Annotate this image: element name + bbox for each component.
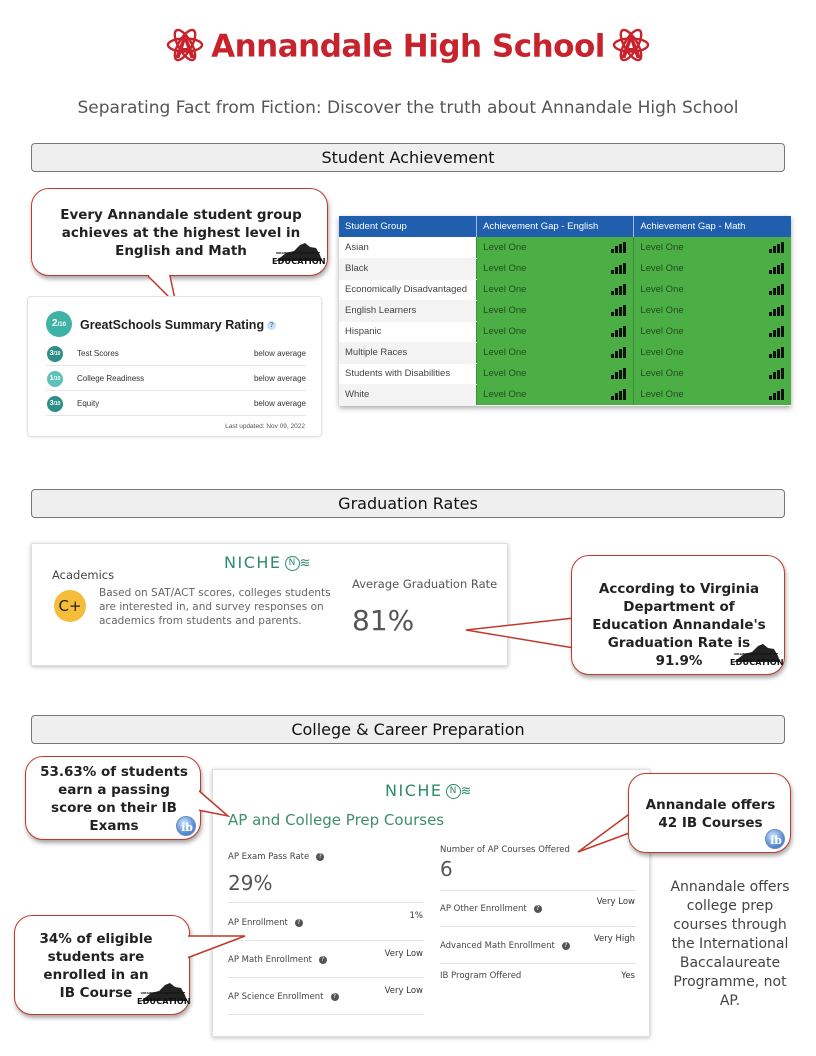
callout-graduation [571, 555, 785, 675]
math-level-cell: Level One [634, 237, 791, 258]
atom-a-logo-icon [611, 25, 651, 65]
adv-math-label: Advanced Math Enrollment ? [440, 941, 570, 951]
academics-description: Based on SAT/ACT scores, colleges students are interested in, and survey responses on academics from students and parents. [99, 587, 331, 627]
table-row [339, 279, 791, 300]
ap-pass-rate-value: 29% [228, 871, 273, 895]
help-icon[interactable]: ? [534, 905, 542, 913]
table-row [339, 342, 791, 363]
niche-academics-card [31, 543, 508, 666]
table-row [339, 258, 791, 279]
callout-ib-enrolled-text: 34% of eligible students are enrolled in an IB Course [39, 931, 153, 1001]
english-level-cell: Level One [477, 237, 634, 258]
callout-ib-pass-text: 53.63% of students earn a passing score on their IB Exams [40, 764, 188, 834]
callout-tail [185, 928, 251, 968]
student-group-cell: Students with Disabilities [339, 363, 477, 384]
student-group-cell: Economically Disadvantaged [339, 279, 477, 300]
callout-ib-pass [25, 756, 201, 840]
vdoe-badge: VIRGINIA DEPARTMENT OF EDUCATION [730, 642, 782, 672]
gs-row-college-readiness: 1/10 College Readiness below average [46, 369, 306, 391]
level-bars-icon [769, 242, 783, 253]
ap-math-value: Very Low [384, 949, 423, 959]
section-header-achievement: Student Achievement [31, 143, 785, 172]
ap-science-value: Very Low [384, 986, 423, 996]
ib-logo-icon: ib [765, 829, 785, 849]
overall-rating-badge: 2/10 [46, 311, 72, 337]
column-header: Achievement Gap - Math [634, 216, 791, 237]
table-row [339, 237, 791, 258]
math-level-cell: Level One [634, 384, 791, 405]
student-group-cell: English Learners [339, 300, 477, 321]
math-level-cell: Level One [634, 300, 791, 321]
english-level-cell: Level One [477, 279, 634, 300]
help-icon[interactable]: ? [562, 942, 570, 950]
level-bars-icon [769, 284, 783, 295]
ap-other-label: AP Other Enrollment ? [440, 904, 542, 914]
english-level-cell: Level One [477, 342, 634, 363]
rating-badge: 3/10 [47, 346, 63, 362]
niche-logo: NICHE N ≋ [224, 553, 312, 572]
ap-courses-value: 6 [440, 857, 453, 881]
level-bars-icon [769, 263, 783, 274]
level-bars-icon [769, 389, 783, 400]
level-bars-icon [611, 389, 625, 400]
help-icon[interactable]: ? [319, 956, 327, 964]
callout-ib-courses [628, 773, 791, 853]
callout-achievement [31, 188, 328, 276]
grade-badge: C+ [54, 590, 86, 622]
school-title [0, 28, 816, 68]
rating-badge: 3/10 [47, 396, 63, 412]
ap-pass-rate-label: AP Exam Pass Rate ? [228, 852, 324, 862]
ap-math-label: AP Math Enrollment ? [228, 955, 327, 965]
ap-other-value: Very Low [596, 897, 635, 907]
level-bars-icon [611, 284, 625, 295]
help-icon[interactable]: ? [331, 993, 339, 1001]
adv-math-value: Very High [593, 934, 635, 944]
side-note: Annandale offers college prep courses through the International Baccalaureate Programme, not AP. [670, 879, 790, 1009]
column-header: Student Group [339, 216, 477, 237]
ap-science-label: AP Science Enrollment ? [228, 992, 339, 1002]
rating-badge: 1/10 [47, 371, 63, 387]
table-row [339, 363, 791, 384]
english-level-cell: Level One [477, 384, 634, 405]
level-bars-icon [769, 368, 783, 379]
level-bars-icon [611, 326, 625, 337]
ap-heading: AP and College Prep Courses [228, 811, 445, 829]
niche-logo: NICHE N ≋ [385, 781, 473, 800]
english-level-cell: Level One [477, 300, 634, 321]
english-level-cell: Level One [477, 258, 634, 279]
student-group-cell: White [339, 384, 477, 405]
ib-program-label: IB Program Offered [440, 971, 522, 981]
ib-program-value: Yes [621, 971, 635, 981]
ib-logo-icon: ib [176, 816, 196, 836]
level-bars-icon [611, 263, 625, 274]
page-subtitle: Separating Fact from Fiction: Discover the truth about Annandale High School [77, 98, 739, 118]
student-group-cell: Hispanic [339, 321, 477, 342]
callout-tail [462, 610, 582, 660]
math-level-cell: Level One [634, 342, 791, 363]
callout-ib-enrolled [14, 915, 190, 1015]
gs-row-test-scores: 3/10 Test Scores below average [46, 344, 306, 366]
column-header: Achievement Gap - English [477, 216, 634, 237]
ap-enrollment-value: 1% [409, 911, 423, 921]
math-level-cell: Level One [634, 279, 791, 300]
level-bars-icon [769, 347, 783, 358]
avg-grad-rate-value: 81% [352, 604, 415, 637]
vdoe-badge: VIRGINIA DEPARTMENT OF EDUCATION [137, 981, 189, 1011]
help-icon[interactable]: ? [267, 321, 276, 330]
callout-ib-courses-text: Annandale offers 42 IB Courses [645, 797, 776, 831]
table-row [339, 384, 791, 405]
section-header-graduation: Graduation Rates [31, 489, 785, 518]
school-name: Annandale High School [211, 28, 605, 65]
student-group-cell: Black [339, 258, 477, 279]
achievement-gap-table [339, 216, 791, 406]
student-group-cell: Asian [339, 237, 477, 258]
help-icon[interactable]: ? [316, 853, 324, 861]
last-updated: Last updated: Nov 09, 2022 [225, 423, 305, 430]
vdoe-badge: VIRGINIA DEPARTMENT OF EDUCATION [272, 241, 324, 271]
level-bars-icon [769, 305, 783, 316]
avg-grad-rate-label: Average Graduation Rate [352, 577, 498, 591]
math-level-cell: Level One [634, 321, 791, 342]
ap-courses-label: Number of AP Courses Offered [440, 845, 570, 855]
ap-enrollment-label: AP Enrollment ? [228, 918, 303, 928]
greatschools-card [27, 296, 322, 437]
math-level-cell: Level One [634, 258, 791, 279]
callout-achievement-text: Every Annandale student group achieves at the highest level in English and Math [60, 207, 302, 259]
student-group-cell: Multiple Races [339, 342, 477, 363]
math-level-cell: Level One [634, 363, 791, 384]
gs-row-equity: 3/10 Equity below average [46, 394, 306, 416]
table-header-row [339, 216, 791, 237]
table-row [339, 321, 791, 342]
section-header-college: College & Career Preparation [31, 715, 785, 744]
level-bars-icon [611, 242, 625, 253]
table-row [339, 300, 791, 321]
greatschools-title: GreatSchools Summary Rating ? [80, 318, 276, 332]
callout-tail [196, 784, 236, 820]
atom-a-logo-icon [165, 25, 205, 65]
level-bars-icon [611, 347, 625, 358]
english-level-cell: Level One [477, 321, 634, 342]
help-icon[interactable]: ? [295, 919, 303, 927]
english-level-cell: Level One [477, 363, 634, 384]
callout-graduation-text: According to Virginia Department of Education Annandale's Graduation Rate is 91.9% [592, 581, 766, 669]
level-bars-icon [611, 368, 625, 379]
level-bars-icon [769, 326, 783, 337]
level-bars-icon [611, 305, 625, 316]
academics-heading: Academics [52, 568, 115, 582]
